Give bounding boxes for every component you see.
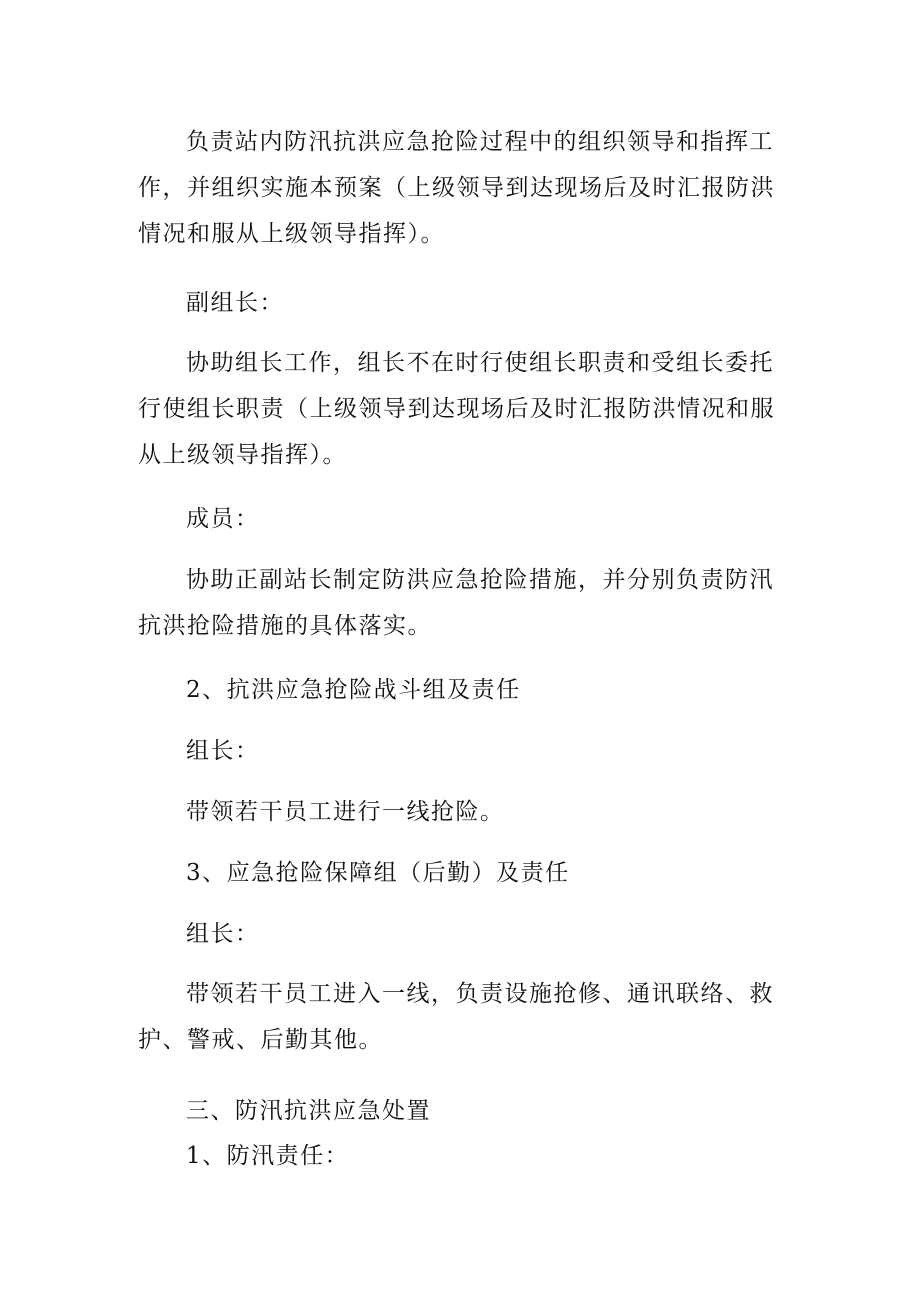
heading-deputy-leader: 副组长：	[186, 290, 284, 316]
paragraph-combat-duties: 带领若干员工进行一线抢险。	[186, 799, 505, 825]
paragraph-support-duties: 带领若干员工进入一线，负责设施抢修、通讯联络、救护、警戒、后勤其他。	[138, 981, 774, 1053]
heading-support-group: 3、应急抢险保障组（后勤）及责任	[186, 860, 570, 886]
paragraph-member-duties: 协助正副站长制定防洪应急抢险措施，并分别负责防汛抗洪抢险措施的具体落实。	[138, 567, 774, 639]
paragraph-deputy-duties: 协助组长工作，组长不在时行使组长职责和受组长委托行使组长职责（上级领导到达现场后及时汇报防洪情况和服从上级领导指挥）。	[138, 350, 775, 468]
heading-section-three: 三、防汛抗洪应急处置	[186, 1098, 431, 1124]
heading-combat-leader: 组长：	[186, 738, 260, 764]
heading-combat-group: 2、抗洪应急抢险战斗组及责任	[186, 677, 521, 703]
heading-support-leader: 组长：	[186, 921, 260, 947]
heading-members: 成员：	[186, 506, 260, 532]
heading-flood-responsibility: 1、防汛责任：	[186, 1143, 350, 1169]
paragraph-leader-duties: 负责站内防汛抗洪应急抢险过程中的组织领导和指挥工作，并组织实施本预案（上级领导到达现场后及时汇报防洪情况和服从上级领导指挥）。	[138, 129, 775, 247]
